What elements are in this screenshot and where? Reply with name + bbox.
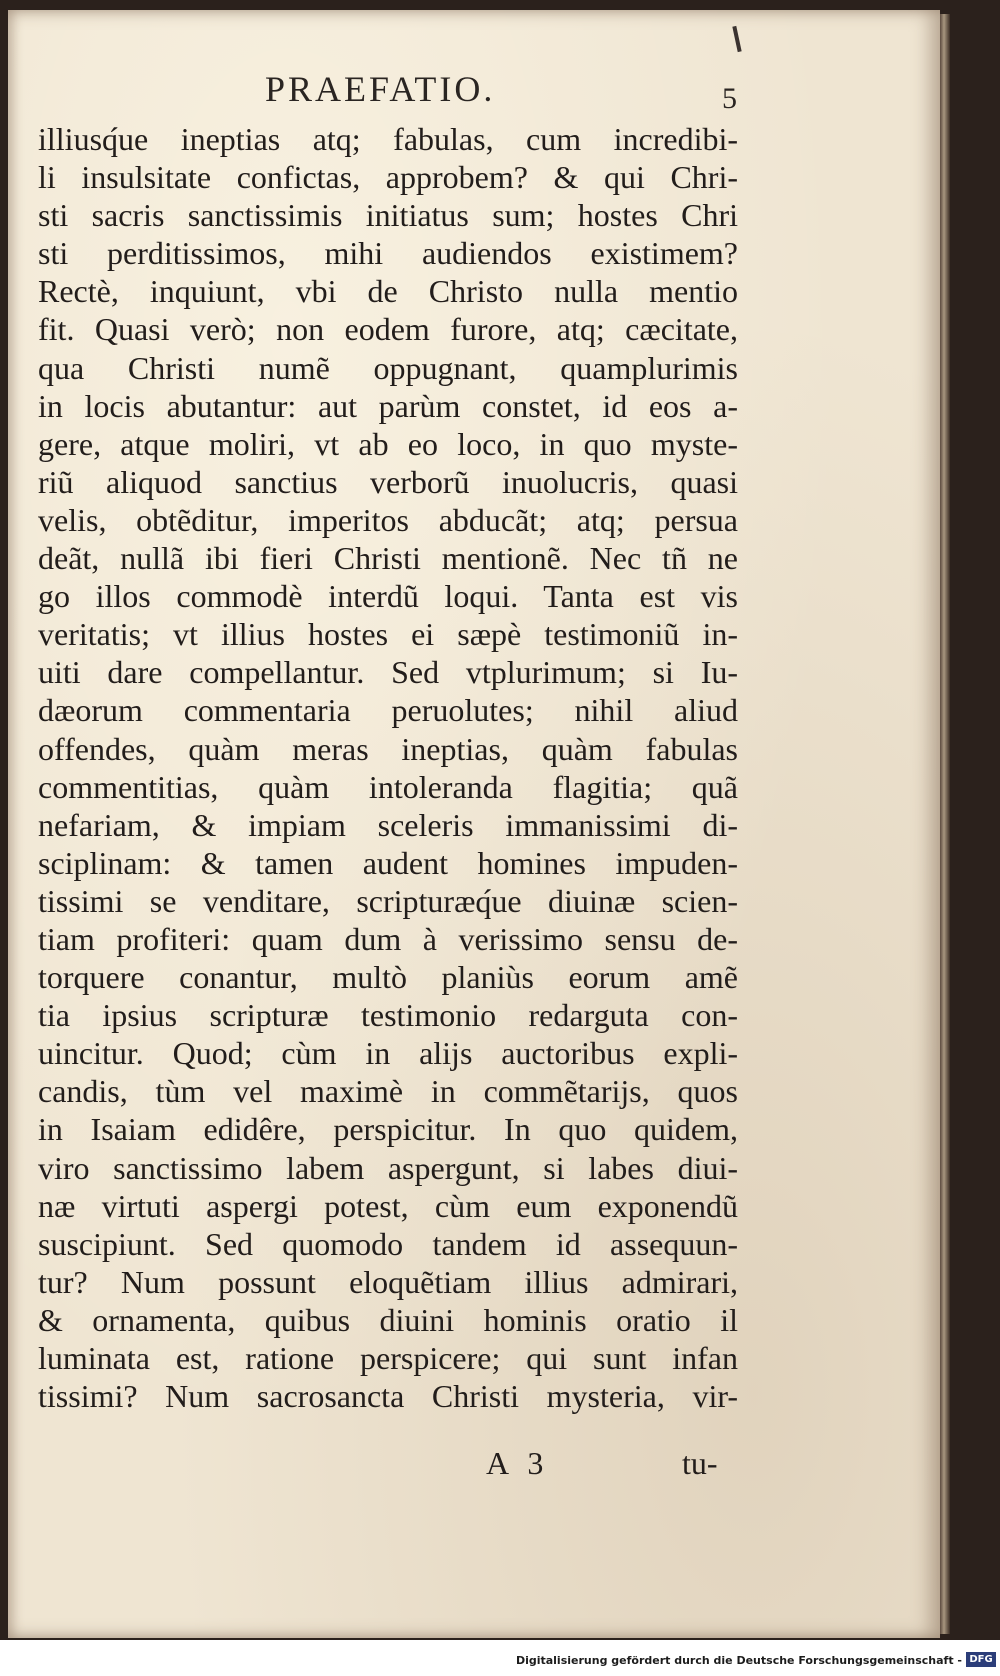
text-line: suscipiunt. Sed quomodo tandem id assequun- [38, 1225, 738, 1262]
text-line: luminata est, ratione perspicere; qui sunt infan [38, 1340, 738, 1376]
text-line: nefariam, & impiam sceleris immanissimi di- [38, 806, 738, 843]
text-line: næ virtuti aspergi potest, cùm eum exponendũ [38, 1187, 738, 1224]
text-line: riũ aliquod sanctius verborũ inuolucris, quasi [38, 463, 738, 500]
text-line: offendes, quàm meras ineptias, quàm fabulas [38, 730, 738, 767]
signature-mark: A 3 [486, 1445, 544, 1481]
text-line: li insulsitate confictas, approbem? & qui Chri- [38, 159, 738, 196]
text-line: gere, atque moliri, vt ab eo loco, in quo myste- [38, 425, 738, 462]
text-line: torquere conantur, multò planiùs eorum amẽ [38, 959, 738, 996]
catchword: tu- [682, 1445, 718, 1481]
text-line: tia ipsius scripturæ testimonio redarguta con- [38, 997, 738, 1034]
text-line: candis, tùm vel maximè in commẽtarijs, quos [38, 1073, 738, 1110]
text-line: dæorum commentaria peruolutes; nihil aliud [38, 692, 738, 729]
text-line: in Isaiam edidêre, perspicitur. In quo quidem, [38, 1111, 738, 1148]
text-line: tissimi se venditare, scripturæq́ue diuinæ scien- [38, 882, 738, 919]
text-line: uincitur. Quod; cùm in alijs auctoribus expli- [38, 1035, 738, 1072]
text-line: Rectè, inquiunt, vbi de Christo nulla mentio [38, 273, 738, 310]
funding-credit: Digitalisierung gefördert durch die Deutsche Forschungsgemeinschaft - [515, 1654, 962, 1667]
text-line: go illos commodè interdũ loqui. Tanta est vis [38, 578, 738, 615]
page-edge [940, 14, 950, 1634]
text-line: deãt, nullã ibi fieri Christi mentionẽ. Nec tñ ne [38, 540, 738, 577]
text-line: illiusq́ue ineptias atq; fabulas, cum incredibi- [38, 121, 738, 157]
running-head: PRAEFATIO. [265, 69, 496, 109]
text-line: veritatis; vt illius hostes ei sæpè testimoniũ in- [38, 616, 738, 653]
text-line: fit. Quasi verò; non eodem furore, atq; cæcitate, [38, 311, 738, 348]
text-line: tiam profiteri: quam dum à verissimo sensu de- [38, 920, 738, 957]
text-line: tur? Num possunt eloquẽtiam illius admirari, [38, 1263, 738, 1300]
text-line: tissimi? Num sacrosancta Christi mysteria, vir- [38, 1378, 738, 1415]
text-line: qua Christi numẽ oppugnant, quamplurimis [38, 349, 738, 386]
text-line: & ornamenta, quibus diuini hominis oratio il [38, 1301, 738, 1338]
text-line: in locis abutantur: aut parùm constet, id eos a- [38, 387, 738, 424]
dfg-logo: DFG [966, 1652, 996, 1667]
body-text [38, 120, 738, 1415]
page-number: 5 [722, 82, 737, 115]
text-line: sti perditissimos, mihi audiendos existimem? [38, 235, 738, 272]
text-line: velis, obtẽditur, imperitos abducãt; atq; persua [38, 501, 738, 538]
text-line: sti sacris sanctissimis initiatus sum; hostes Chri [38, 197, 738, 234]
text-line: uiti dare compellantur. Sed vtplurimum; si Iu- [38, 654, 738, 691]
text-line: sciplinam: & tamen audent homines impuden- [38, 844, 738, 881]
text-line: viro sanctissimo labem aspergunt, si labes diui- [38, 1149, 738, 1186]
text-line: commentitias, quàm intoleranda flagitia; quã [38, 768, 738, 805]
